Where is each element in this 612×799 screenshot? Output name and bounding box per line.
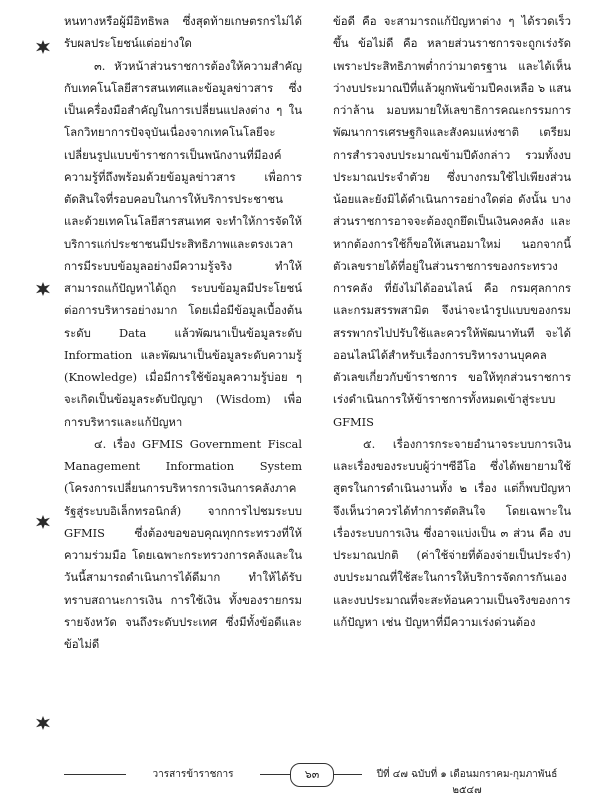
binder-hole-mark-icon [36, 515, 50, 529]
binder-hole-mark-icon [36, 40, 50, 54]
footer-issue-info: ปีที่ ๔๗ ฉบับที่ ๑ เดือนมกราคม-กุมภาพันธ์ ๒๕๔๗ [362, 767, 572, 783]
page-footer [64, 763, 572, 796]
paragraph-continuation: หนทางหรือผู้มีอิทธิพล ซึ่งสุดท้ายเกษตรกรไม่ได้รับผลประโยชน์แต่อย่างใด [64, 14, 302, 51]
paragraph-item-3: ๓. หัวหน้าส่วนราชการต้องให้ความสำคัญกับเทคโนโลยีสารสนเทศและข้อมูลข่าวสาร ซึ่งเป็นเครื่องมือสำคัญในการเปลี่ยนแปลงต่าง ๆ ในโลกวิทยาการปัจจุบันเนื่องจากเทคโนโลยีจะเปลี่ยนรูปแบบข้าราชการเป็นพนักงานที่มีองค์ความรู้ที่ถึงพร้อมด้วยข้อมูลข่าวสาร เพื่อการตัดสินใจที่รอบคอบในการให้บริการประชาชน และด้วยเทคโนโลยีสารสนเทศ จะทำให้การจัดให้บริการแก่ประชาชนมีประสิทธิภาพและตรงเวลา การมีระบบข้อมูลอย่างมีความรู้จริง ทำให้สามารถแก้ปัญหาได้ถูก ระบบข้อมูลมีประโยชน์ต่อการบริหารอย่างมาก โดยเมื่อมีข้อมูลเบื้องต้นระดับ Data แล้วพัฒนาเป็นข้อมูลระดับ Information และพัฒนาเป็นข้อมูลระดับความรู้ (Knowledge) เมื่อมีการใช้ข้อมูลความรู้บ่อย ๆ จะเกิดเป็นข้อมูลระดับปัญญา (Wisdom) เพื่อการบริหารและแก้ปัญหา [64, 58, 302, 429]
binder-hole-mark-icon [36, 716, 50, 730]
paragraph-item-5: ๕. เรื่องการกระจายอำนาจระบบการเงินและเรื่องของระบบผู้ว่าฯซีอีโอ ซึ่งได้พยายามใช้สูตรในการดำเนินงานทั้ง ๒ เรื่อง แต่ก็พบปัญหาจึงเห็นว่าควรได้ทำการตัดสินใจ โดยเฉพาะในเรื่องระบบการเงิน ซึ่งอาจแบ่งเป็น ๓ ส่วน คือ งบประมาณปกติ (ค่าใช้จ่ายที่ต้องจ่ายเป็นประจำ) งบประมาณที่ใช้สะในการให้บริการจัดการกันเอง และงบประมาณที่จะสะท้อนความเป็นจริงของการแก้ปัญหา เช่น ปัญหาที่มีความเร่งด่วนต้อง [333, 436, 571, 629]
paragraph-item-4-continued: ข้อดี คือ จะสามารถแก้ปัญหาต่าง ๆ ได้รวดเร็วขึ้น ข้อไม่ดี คือ หลายส่วนราชการจะถูกเร่งรัดเพราะประสิทธิภาพต่ำกว่ามาตรฐาน และได้เห็นว่างบประมาณปีที่แล้วผูกพันข้ามปีคงเหลือ ๖ แสนกว่าล้าน มอบหมายให้เลขาธิการคณะกรรมการพัฒนาการเศรษฐกิจและสังคมแห่งชาติ เตรียมการสำรวจงบประมาณข้ามปีดังกล่าว รวมทั้งงบประมาณประจำตัวย ซึ่งบางกรมใช้ไปเพียงส่วนน้อยและยังมิได้ดำเนินการอย่างใดต่อ ดังนั้น บางส่วนราชการอาจจะต้องถูกยึดเป็นเงินคงคลัง และหากต้องการใช้ก็ขอให้เสนอมาใหม่ นอกจากนี้ ตัวเลขรายได้ที่อยู่ในส่วนราชการของกระทรวงการคลัง ที่ยังไม่ได้ออนไลน์ คือ กรมศุลกากร และกรมสรรพสามิต จึงน่าจะนำรูปแบบของกรมสรรพากรไปปรับใช้และควรให้พัฒนาทันที จะได้ออนไลน์ได้สำหรับเรื่องการบริหารงานบุคคล ตัวเลขเกี่ยวกับข้าราชการ ขอให้ทุกส่วนราชการเร่งดำเนินการให้ข้าราชการทั้งหมดเข้าสู่ระบบ GFMIS [333, 14, 571, 429]
binder-hole-mark-icon [36, 282, 50, 296]
right-column [333, 10, 571, 633]
footer-journal-title: วารสารข้าราชการ [126, 767, 260, 783]
paragraph-item-4: ๔. เรื่อง GFMIS Government Fiscal Management Information System (โครงการเปลี่ยนการบริหารการเงินการคลังภาครัฐสู่ระบบอิเล็กทรอนิกส์) จากการไปชมระบบ GFMIS ซึ่งต้องขอขอบคุณทุกกระทรวงที่ให้ความร่วมมือ โดยเฉพาะกระทรวงการคลังและในวันนี้สามารถดำเนินการได้ดีมาก ทำให้ได้รับทราบสถานะการเงิน การใช้เงิน ทั้งของรายกรม รายจังหวัด จนถึงระดับประเทศ ซึ่งมีทั้งข้อดีและข้อไม่ดี [64, 436, 302, 651]
page-number: ๖๓ [290, 763, 334, 787]
left-column [64, 10, 302, 655]
